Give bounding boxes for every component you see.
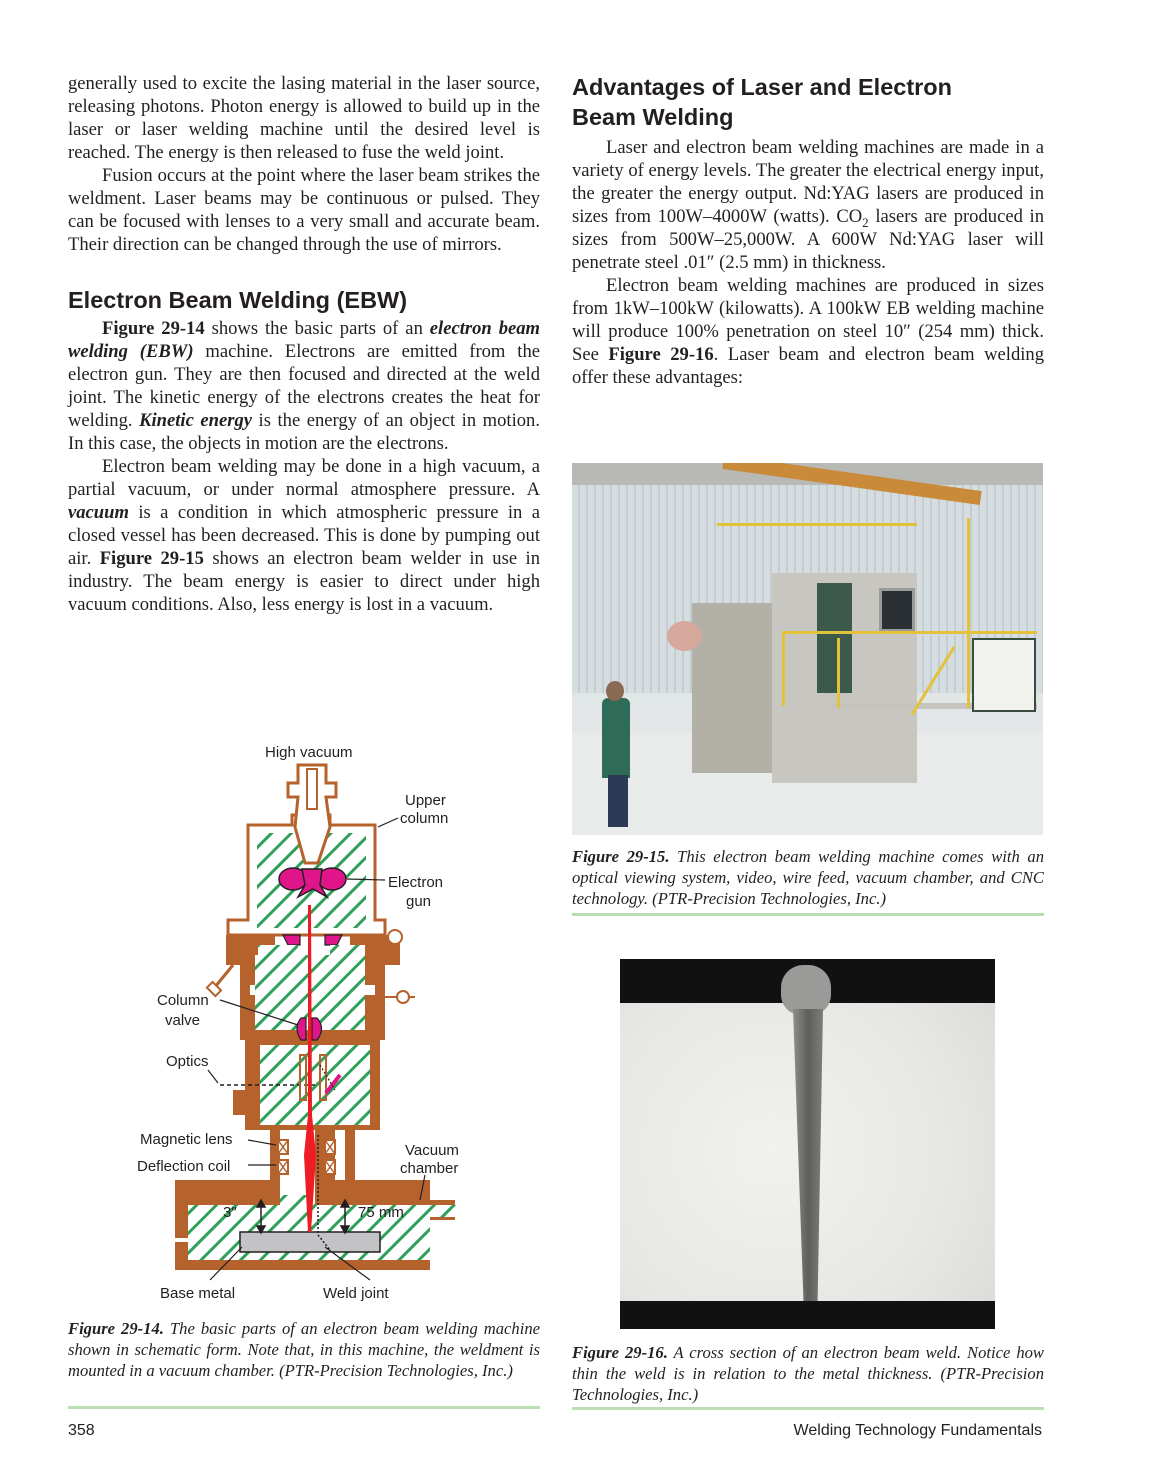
label-optics: Optics [166, 1053, 209, 1070]
section-heading-ebw: Electron Beam Welding (EBW) [68, 287, 408, 313]
ebw-schematic-diagram [130, 735, 470, 1310]
left-column [68, 72, 540, 616]
svg-text:chamber: chamber [400, 1160, 459, 1177]
label-vacuum-chamber: Vacuum [405, 1142, 459, 1159]
label-weld-joint: Weld joint [323, 1285, 389, 1302]
label-electron-gun: Electron [388, 874, 444, 891]
term-vacuum: vacuum [68, 502, 129, 523]
caption-rule [572, 1407, 1044, 1410]
figure-ref-29-15: Figure 29-15 [99, 548, 204, 569]
svg-text:gun: gun [406, 893, 432, 910]
book-title: Welding Technology Fundamentals [793, 1422, 1042, 1439]
label-dimension-mm: 75 mm [358, 1204, 404, 1221]
label-dimension-inch: 3″ [223, 1204, 237, 1221]
figure-29-14-caption: Figure 29-14. The basic parts of an electron beam welding machine shown in schematic form. Note that, in this machine, the weldment is mounted in a vacuum chamber. (PTR-Precision Technologies, Inc.) [68, 1319, 540, 1380]
caption-rule [68, 1406, 540, 1409]
paragraph-fusion: Fusion occurs at the point where the laser beam strikes the weldment. Laser beams may be continuous or pulsed. They can be focused with lenses to a very small and accurate beam. Their direction can be changed through the use of mirrors. [68, 165, 540, 255]
ebw-machine-photo [572, 463, 1043, 835]
label-high-vacuum: High vacuum [265, 744, 353, 761]
paragraph-eb-sizes: Electron beam welding machines are produced in sizes from 1kW–100kW (kilowatts). A 100kW EB welding machine will produce 100% penetration on steel 10″ (254 mm) thick. See Figure 29-16. Laser beam and electron beam welding offer these advantages: [572, 275, 1044, 388]
svg-text:valve: valve [165, 1012, 201, 1029]
base-metal [240, 1232, 380, 1252]
paragraph-laser-excite: generally used to excite the lasing material in the laser source, releasing photons. Photon energy is allowed to build up in the laser or laser welding machine until the desired level is reached. The energy is then released to fuse the weld joint. [68, 73, 540, 163]
figure-ref-29-16: Figure 29-16 [608, 344, 714, 365]
upper-column [228, 765, 385, 935]
label-magnetic-lens: Magnetic lens [140, 1131, 233, 1148]
term-ebw: electron beam welding (EBW) [68, 318, 541, 362]
paragraph-vacuum: Electron beam welding may be done in a high vacuum, a partial vacuum, or under normal atmosphere pressure. A vacuum is a condition in which atmospheric pressure in a closed vessel has been decreased. This is done by pumping out air. Figure 29-15 shows an electron beam welder in use in industry. The beam energy is easier to direct under high vacuum conditions. Also, less energy is lost in a vacuum. [68, 456, 541, 615]
figure-ref-29-14: Figure 29-14 [102, 318, 205, 339]
weld-cross-section-photo [620, 959, 995, 1329]
term-kinetic-energy: Kinetic energy [139, 410, 253, 431]
figure-29-16-caption: Figure 29-16. A cross section of an electron beam weld. Notice how thin the weld is in relation to the metal thickness. (PTR-Precision Technologies, Inc.) [572, 1343, 1044, 1404]
label-base-metal: Base metal [160, 1285, 236, 1302]
label-deflection-coil: Deflection coil [137, 1158, 231, 1175]
svg-text:column: column [400, 810, 449, 827]
right-column [572, 72, 1044, 389]
paragraph-energy-levels: Laser and electron beam welding machines are made in a variety of energy levels. The greater the electrical energy input, the greater the energy output. Nd:YAG lasers are produced in sizes from 100W–4000W (watts). $CO_2$ lasers are produced in sizes from 500W–25,000W. A 600W Nd:YAG laser will penetrate steel .01″ (2.5 mm) in thickness. [572, 137, 1044, 273]
page-number: 358 [68, 1422, 95, 1439]
vacuum-chamber [170, 1180, 458, 1270]
label-column-valve: Column [157, 992, 209, 1009]
section-heading-advantages: Advantages of Laser and Electron Beam Welding [572, 74, 953, 130]
figure-29-15-caption: Figure 29-15. This electron beam welding machine comes with an optical viewing system, video, wire feed, vacuum chamber, and CNC technology. (PTR-Precision Technologies, Inc.) [572, 847, 1044, 908]
label-upper-column: Upper [405, 792, 446, 809]
caption-rule [572, 913, 1044, 916]
paragraph-ebw-intro: Figure 29-14 shows the basic parts of an electron beam welding (EBW) machine. Electrons are emitted from the electron gun. They are then focused and directed at the weld joint. The kinetic energy of the electrons creates the heat for welding. Kinetic energy is the energy of an object in motion. In this case, the objects in motion are the electrons. [68, 318, 541, 454]
